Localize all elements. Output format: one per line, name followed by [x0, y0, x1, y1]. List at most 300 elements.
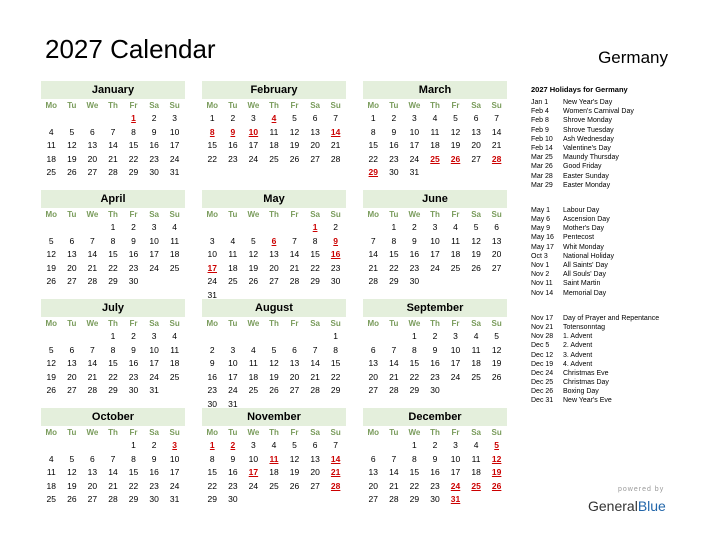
week-row: [363, 166, 507, 180]
month-december: [363, 408, 507, 507]
weekday-label: Th: [430, 101, 440, 110]
holiday-name: All Saints' Day: [563, 262, 608, 269]
day-cell: 14: [310, 358, 320, 368]
holiday-day-cell: 5: [494, 440, 500, 450]
day-cell: [305, 330, 326, 344]
day-cell: 14: [108, 467, 118, 477]
day-cell: 14: [87, 358, 98, 368]
day-cell: 19: [269, 371, 279, 382]
day-cell: 13: [368, 467, 379, 477]
day-cell: 19: [46, 262, 57, 273]
weekday-label: Tu: [389, 210, 399, 219]
day-cell: 19: [67, 480, 77, 491]
day-cell: 4: [473, 440, 479, 450]
day-cell: 6: [312, 440, 318, 450]
weekday-label: Sa: [471, 428, 481, 437]
holiday-group-spacer: [531, 298, 701, 314]
day-cell: 6: [90, 453, 95, 464]
day-cell: 5: [48, 235, 54, 246]
day-cell: 28: [108, 167, 118, 177]
holiday-day-cell: 11: [269, 453, 279, 464]
day-cell: [325, 493, 346, 507]
holiday-name: Good Friday: [563, 163, 602, 171]
weekday-label: Tu: [228, 101, 238, 110]
day-cell: 11: [451, 235, 460, 246]
day-cell: 5: [292, 440, 297, 450]
day-cell: 13: [87, 467, 98, 477]
day-cell: 2: [151, 440, 157, 450]
day-cell: 15: [128, 140, 139, 150]
day-cell: 22: [128, 153, 139, 164]
weekday-label: Mo: [367, 319, 380, 328]
day-cell: 16: [430, 467, 440, 477]
day-cell: [62, 112, 83, 126]
day-cell: 3: [453, 440, 458, 450]
holiday-date: Dec 31: [531, 397, 554, 405]
weekday-label: Sa: [310, 428, 320, 437]
weekday-label: We: [408, 319, 421, 328]
day-cell: 22: [368, 153, 379, 164]
holiday-day-cell: 8: [209, 126, 215, 137]
holiday-day-cell: 4: [271, 113, 277, 123]
month-july: [41, 299, 185, 398]
holiday-date: Feb 4: [531, 108, 549, 116]
week-row: [363, 275, 507, 289]
day-cell: 21: [389, 480, 399, 491]
day-cell: 15: [389, 249, 399, 259]
country-label: Germany: [598, 48, 668, 67]
day-cell: [41, 330, 62, 344]
day-cell: 5: [473, 222, 479, 232]
day-cell: 29: [128, 167, 139, 177]
day-cell: 29: [330, 385, 341, 395]
month-header: November: [202, 408, 346, 426]
day-cell: 10: [450, 344, 461, 355]
day-cell: [384, 330, 405, 344]
day-cell: 8: [209, 453, 215, 464]
week-row: [363, 221, 507, 235]
day-cell: 17: [409, 140, 420, 150]
day-cell: 27: [310, 480, 320, 491]
day-cell: 8: [131, 453, 136, 464]
day-cell: 6: [90, 126, 95, 137]
day-cell: 24: [169, 153, 180, 164]
day-cell: 16: [389, 140, 399, 150]
weekday-label: Tu: [389, 428, 399, 437]
day-cell: 6: [494, 222, 500, 232]
weekday-label: Th: [430, 319, 440, 328]
day-cell: 9: [230, 453, 236, 464]
holiday-day-cell: 12: [491, 453, 502, 464]
week-row: [202, 126, 346, 140]
week-row: [202, 221, 346, 235]
holiday-date: Dec 24: [531, 369, 554, 377]
day-cell: [425, 275, 446, 289]
day-cell: 14: [368, 249, 379, 259]
day-cell: 8: [110, 344, 116, 355]
holiday-date: Feb 10: [531, 135, 553, 143]
weekday-label: Th: [108, 428, 118, 437]
week-row: [41, 480, 185, 494]
month-september: [363, 299, 507, 398]
weekday-label: Fr: [290, 101, 299, 110]
day-cell: 17: [149, 358, 159, 368]
holiday-row: [531, 378, 701, 387]
month-header: October: [41, 408, 185, 426]
day-cell: [486, 493, 507, 507]
day-cell: 22: [207, 480, 218, 491]
day-cell: 29: [108, 276, 118, 286]
day-cell: 15: [108, 358, 118, 368]
day-cell: 13: [310, 453, 320, 464]
holiday-row: [531, 135, 701, 144]
weekday-row: [363, 100, 507, 112]
day-cell: 16: [149, 140, 159, 150]
day-cell: 4: [48, 126, 54, 137]
day-cell: 24: [207, 276, 218, 286]
day-cell: 23: [149, 480, 159, 491]
week-row: [363, 480, 507, 494]
day-cell: 6: [69, 344, 75, 355]
day-cell: 26: [46, 385, 57, 395]
day-cell: 19: [46, 371, 57, 382]
holiday-date: May 6: [531, 216, 551, 224]
powered-by-text: powered by: [618, 486, 665, 493]
holiday-date: Mar 25: [531, 154, 553, 162]
weekday-label: Sa: [471, 210, 481, 219]
week-row: [202, 330, 346, 344]
day-cell: 19: [289, 140, 300, 150]
day-cell: [284, 221, 305, 235]
week-row: [363, 493, 507, 507]
day-cell: 7: [110, 126, 116, 137]
day-cell: 20: [67, 262, 77, 273]
day-cell: 20: [368, 480, 379, 491]
day-cell: 28: [108, 494, 118, 504]
day-cell: [82, 330, 103, 344]
week-row: [363, 248, 507, 262]
weekday-label: Fr: [290, 210, 299, 219]
day-cell: 6: [69, 235, 75, 246]
week-row: [41, 357, 185, 371]
day-cell: 6: [292, 344, 297, 355]
day-cell: 6: [312, 113, 318, 123]
day-cell: [284, 493, 305, 507]
month-march: [363, 81, 507, 180]
holiday-day-cell: 1: [131, 113, 136, 123]
holiday-day-cell: 14: [330, 453, 341, 464]
holiday-row: [531, 396, 701, 405]
day-cell: 9: [432, 344, 438, 355]
month-header: September: [363, 299, 507, 317]
day-cell: 4: [473, 331, 479, 341]
week-row: [202, 439, 346, 453]
day-cell: 26: [269, 385, 279, 395]
day-cell: 30: [128, 276, 139, 286]
day-cell: 1: [131, 440, 136, 450]
day-cell: [41, 221, 62, 235]
day-cell: 24: [228, 385, 238, 395]
week-row: [363, 384, 507, 398]
day-cell: 11: [269, 126, 279, 137]
holiday-day-cell: 24: [450, 480, 461, 491]
day-cell: [243, 493, 264, 507]
day-cell: 7: [312, 344, 318, 355]
weekday-label: We: [408, 101, 421, 110]
week-row: [202, 384, 346, 398]
day-cell: 26: [289, 153, 300, 164]
weekday-label: We: [86, 428, 99, 437]
generalblue-logo: [588, 498, 666, 514]
holiday-row: [531, 387, 701, 396]
day-cell: 18: [169, 249, 180, 259]
day-cell: 24: [149, 262, 159, 273]
weekday-label: Th: [108, 210, 118, 219]
holiday-date: Nov 21: [531, 323, 554, 331]
holiday-date: May 9: [531, 225, 551, 233]
holiday-name: Saint Martin: [563, 280, 601, 288]
day-cell: 23: [207, 385, 218, 395]
weekday-row: [202, 427, 346, 439]
day-cell: 27: [269, 276, 279, 286]
weekday-label: Fr: [129, 210, 138, 219]
month-header: February: [202, 81, 346, 99]
week-row: [363, 453, 507, 467]
day-cell: [445, 384, 466, 398]
day-cell: 21: [491, 140, 502, 150]
day-cell: 27: [87, 494, 98, 504]
day-cell: 8: [131, 126, 136, 137]
day-cell: 21: [330, 140, 341, 150]
weekday-label: Su: [169, 428, 180, 437]
weekday-label: Tu: [389, 319, 399, 328]
day-cell: [243, 330, 264, 344]
week-row: [202, 262, 346, 276]
day-cell: 25: [248, 385, 259, 395]
holiday-day-cell: 25: [430, 153, 440, 164]
holiday-name: 2. Advent: [563, 342, 593, 350]
week-row: [41, 493, 185, 507]
weekday-label: Mo: [367, 210, 380, 219]
holiday-date: Nov 28: [531, 333, 554, 341]
weekday-label: Su: [491, 101, 502, 110]
day-cell: 9: [412, 235, 417, 246]
week-row: [363, 344, 507, 358]
day-cell: 3: [172, 113, 178, 123]
day-cell: [103, 439, 124, 453]
weekday-label: Tu: [67, 428, 77, 437]
weekday-label: Su: [330, 210, 341, 219]
day-cell: 9: [131, 235, 136, 246]
day-cell: 12: [248, 249, 259, 259]
day-cell: 16: [228, 467, 238, 477]
holiday-day-cell: 29: [368, 167, 379, 177]
day-cell: [466, 275, 487, 289]
day-cell: 9: [151, 453, 157, 464]
week-row: [41, 166, 185, 180]
weekday-label: We: [408, 210, 421, 219]
day-cell: 30: [330, 276, 341, 286]
holiday-row: [531, 341, 701, 350]
holiday-name: 3. Advent: [563, 351, 593, 359]
day-cell: 13: [471, 126, 481, 137]
weekday-label: Mo: [206, 210, 219, 219]
day-cell: 5: [494, 331, 500, 341]
holiday-name: 4. Advent: [563, 360, 593, 368]
holiday-name: Easter Monday: [563, 181, 611, 189]
day-cell: 3: [151, 222, 157, 232]
day-cell: 29: [409, 385, 420, 395]
week-row: [41, 221, 185, 235]
holiday-day-cell: 10: [248, 126, 259, 137]
day-cell: 24: [149, 371, 159, 382]
day-cell: [223, 330, 244, 344]
day-cell: 10: [169, 126, 180, 137]
week-row: [202, 371, 346, 385]
day-cell: 21: [389, 371, 399, 382]
holiday-date: May 1: [531, 206, 551, 214]
weekday-label: Tu: [67, 319, 77, 328]
weekday-row: [363, 209, 507, 221]
week-row: [202, 248, 346, 262]
holiday-name: Memorial Day: [563, 289, 607, 297]
day-cell: [284, 330, 305, 344]
day-cell: [41, 439, 62, 453]
weekday-label: Th: [269, 210, 279, 219]
day-cell: 5: [292, 113, 297, 123]
holiday-row: [531, 261, 701, 270]
weekday-label: Sa: [471, 319, 481, 328]
day-cell: 30: [389, 167, 399, 177]
day-cell: 23: [389, 153, 399, 164]
day-cell: 8: [110, 235, 116, 246]
day-cell: 18: [46, 480, 57, 491]
holiday-row: [531, 243, 701, 252]
day-cell: [486, 166, 507, 180]
day-cell: 29: [409, 494, 420, 504]
week-row: [363, 153, 507, 167]
weekday-label: Mo: [206, 428, 219, 437]
weekday-label: Fr: [129, 319, 138, 328]
day-cell: 30: [430, 385, 440, 395]
day-cell: 25: [228, 276, 238, 286]
day-cell: 31: [207, 289, 218, 300]
holiday-row: [531, 153, 701, 162]
week-row: [41, 153, 185, 167]
day-cell: 10: [248, 453, 259, 464]
day-cell: 21: [87, 262, 98, 273]
day-cell: [103, 112, 124, 126]
day-cell: 3: [251, 440, 256, 450]
day-cell: 22: [108, 262, 118, 273]
day-cell: 7: [391, 344, 397, 355]
day-cell: 31: [409, 167, 420, 177]
day-cell: 19: [248, 262, 259, 273]
holiday-name: Valentine's Day: [563, 144, 611, 152]
weekday-label: Su: [330, 101, 341, 110]
day-cell: 30: [149, 167, 159, 177]
day-cell: [466, 166, 487, 180]
weekday-label: Fr: [129, 428, 138, 437]
day-cell: 10: [409, 126, 420, 137]
weekday-label: Su: [169, 101, 180, 110]
day-cell: 23: [149, 153, 159, 164]
day-cell: 9: [209, 358, 215, 368]
week-row: [202, 153, 346, 167]
day-cell: 8: [333, 344, 339, 355]
holiday-row: [531, 270, 701, 279]
holiday-date: Dec 19: [531, 360, 554, 368]
day-cell: 9: [151, 126, 157, 137]
holiday-name: New Year's Day: [563, 99, 613, 106]
day-cell: 11: [471, 453, 481, 464]
holiday-day-cell: 9: [230, 126, 236, 137]
week-row: [363, 439, 507, 453]
month-header: April: [41, 190, 185, 208]
week-row: [202, 235, 346, 249]
day-cell: [466, 493, 487, 507]
day-cell: 24: [169, 480, 180, 491]
holiday-row: [531, 206, 701, 215]
day-cell: 15: [207, 140, 218, 150]
day-cell: 16: [149, 467, 159, 477]
day-cell: 15: [108, 249, 118, 259]
day-cell: 3: [432, 222, 438, 232]
day-cell: 27: [67, 385, 77, 395]
month-header: July: [41, 299, 185, 317]
day-cell: 14: [87, 249, 98, 259]
day-cell: 16: [430, 358, 440, 368]
day-cell: 4: [48, 453, 54, 464]
holiday-row: [531, 351, 701, 360]
holiday-name: Mother's Day: [563, 225, 605, 233]
month-may: [202, 190, 346, 302]
month-header: August: [202, 299, 346, 317]
weekday-label: Fr: [451, 101, 460, 110]
day-cell: 31: [149, 385, 159, 395]
weekday-label: We: [86, 101, 99, 110]
holiday-row: [531, 172, 701, 181]
day-cell: 11: [46, 140, 56, 150]
weekday-row: [41, 100, 185, 112]
day-cell: 8: [412, 453, 417, 464]
weekday-label: Fr: [451, 428, 460, 437]
day-cell: 18: [430, 140, 440, 150]
day-cell: 18: [46, 153, 57, 164]
day-cell: 12: [269, 358, 279, 368]
day-cell: 14: [289, 249, 300, 259]
day-cell: 21: [87, 371, 98, 382]
holiday-row: [531, 314, 701, 323]
day-cell: 11: [46, 467, 56, 477]
day-cell: [445, 166, 466, 180]
week-row: [41, 384, 185, 398]
day-cell: 10: [207, 249, 218, 259]
day-cell: 17: [169, 467, 180, 477]
weekday-label: Sa: [149, 428, 159, 437]
day-cell: 24: [248, 480, 259, 491]
weekday-row: [41, 318, 185, 330]
day-cell: 27: [368, 494, 379, 504]
day-cell: [202, 221, 223, 235]
day-cell: 2: [131, 331, 136, 341]
day-cell: 22: [207, 153, 218, 164]
day-cell: 7: [292, 235, 297, 246]
day-cell: 25: [46, 494, 57, 504]
day-cell: 13: [269, 249, 279, 259]
day-cell: 5: [271, 344, 277, 355]
weekday-label: Mo: [45, 428, 58, 437]
